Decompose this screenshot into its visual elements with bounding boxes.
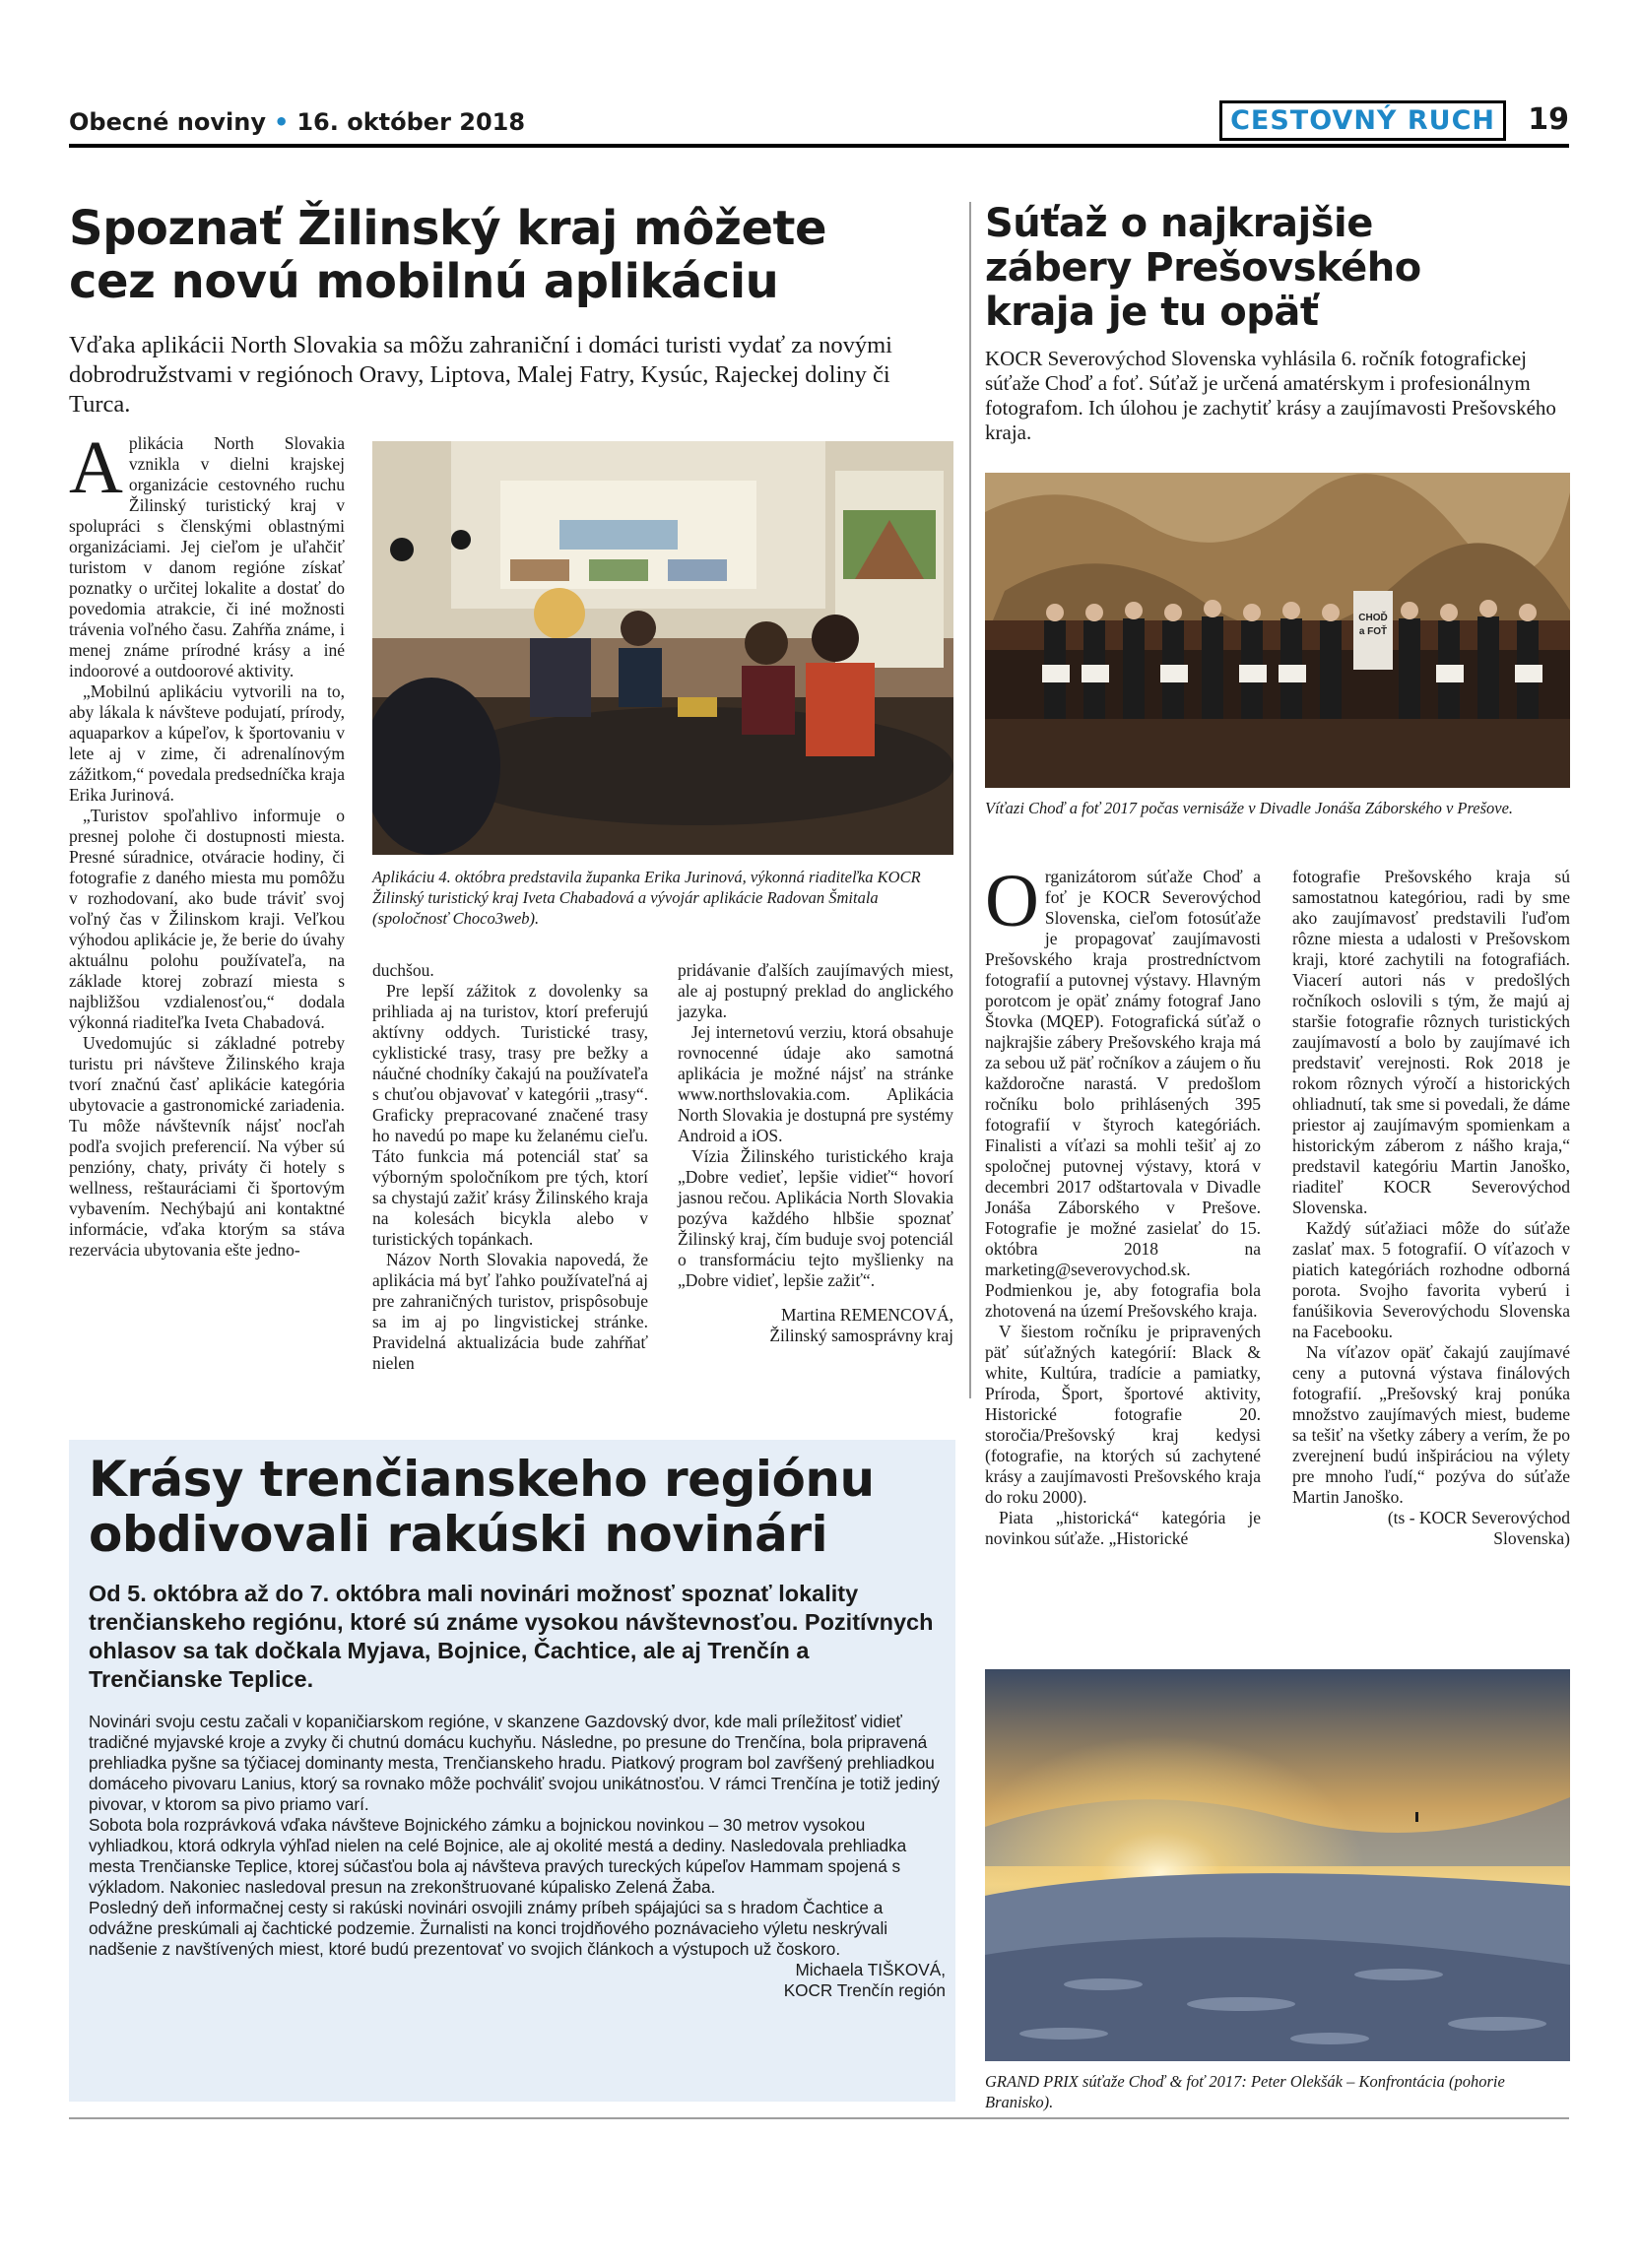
article1-col2 — [372, 960, 648, 1374]
author-org: Žilinský samosprávny kraj — [769, 1326, 953, 1345]
headline-line: obdivovali rakúski novinári — [89, 1506, 828, 1563]
photo-illustration — [985, 473, 1570, 788]
photo-illustration — [372, 441, 953, 855]
paragraph: Piata „historická“ kategória je novinkou súťaže. „Historické — [985, 1508, 1261, 1548]
article3-headline — [89, 1452, 946, 1562]
article2-col2 — [1292, 867, 1570, 1549]
article2-col1 — [985, 860, 1261, 1549]
paragraph: Pre lepší zážitok z dovolenky sa prihliada aj na turistov, ktorí preferujú aktívny oddych. Turistické trasy, cyklistické trasy, trasy pre bežky a náučné chodníky čakajú na používateľa s chuťou objavovať v kategórii „trasy“. Graficky prepracované značené trasy ho navedú po mape ku želanému cieľu. Táto funkcia má potenciál stať sa výborným spoločníkom pre tých, ktorí sa chystajú zažiť krásy Žilinského kraja na kolesách bicykla alebo v turistických topánkach. — [372, 981, 648, 1249]
bottom-rule — [69, 2117, 1569, 2119]
paragraph: „Turistov spoľahlivo informuje o presnej polohe či dostupnosti miesta. Presné súradnice, otváracie hodiny, či fotografie z daného miesta mu pomôžu v rozhodovaní, ako bude tráviť svoj voľný čas v Žilinskom kraji. Veľkou výhodou aplikácie je, že berie do úvahy aktuálnu polohu používateľa, na základe ktorej zobrazí miesta s najbližšou vzdialenosťou,“ dodala výkonná riaditeľka Iveta Chabadová. — [69, 806, 345, 1032]
paragraph: Vízia Žilinského turistického kraja „Dobre vedieť, lepšie vidieť“ hovorí jasnou rečou. Aplikácia North Slovakia pozýva každého hlbšie spoznať Žilinský kraj, čím buduje svoj potenciál o transformáciu tejto myšlienky na „Dobre vidieť, lepšie zažiť“. — [678, 1146, 953, 1290]
page-header — [69, 98, 1569, 148]
paragraph: Na víťazov opäť čakajú zaujímavé ceny a putovná výstava finálových fotografií. „Prešovský kraj ponúka množstvo zaujímavých miest, budeme sa tešiť na všetky zábery a verím, že po zverejnení budú inšpiráciou na výlety pre mnoho ľudí,“ pozýva do súťaže Martin Janoško. — [1292, 1342, 1570, 1507]
article3-lede: Od 5. októbra až do 7. októbra mali novinári možnosť spoznať lokality trenčianskeho regiónu, ktoré sú známe vysokou návštevnosťou. Pozitívnych ohlasov sa tak dočkala Myjava, Bojnice, Čachtice, ale aj Trenčín a Trenčianske Teplice. — [89, 1581, 934, 1692]
bullet-separator: • — [273, 108, 290, 136]
paragraph: Posledný deň informačnej cesty si rakúski novinári osvojili známy príbeh spájajúci sa s hradom Čachtice a odvážne preskúmali aj čachtické podzemie. Žurnalisti na konci trojdňového poznávacieho výletu neskrývali nadšenie z navštívených miest, ktoré budú prezentovať vo svojich článkoch a výstupoch už čoskoro. — [89, 1898, 888, 1959]
article3-body — [89, 1712, 946, 2001]
headline-line: cez novú mobilnú aplikáciu — [69, 254, 779, 309]
article1-col3 — [678, 960, 953, 1346]
paper-name: Obecné noviny — [69, 108, 266, 136]
article1-photo-caption: Aplikáciu 4. októbra predstavila županka Erika Jurinová, výkonná riaditeľka KOCR Žilinský turistický kraj Iveta Chabadová a vývojár aplikácie Radovan Šmitala (spoločnosť Choco3web). — [372, 868, 921, 928]
paragraph: rganizátorom súťaže Choď a foť je KOCR Severovýchod Slovenska, cieľom fotosúťaže je propagovať zaujímavosti Prešovského kraja prostredníctvom fotografií a putovnej výstavy. Hlavným porotcom je opäť známy fotograf Jano Štovka (MQEP). Fotografická súťaž o najkrajšie zábery Prešovského kraja má za sebou už päť ročníkov a záujem o ňu každoročne narastá. V predošlom ročníku bolo prihlásených 395 fotografií v štyroch kategóriách. Finalisti a víťazi sa mohli tešiť aj zo spoločnej putovnej výstavy, ktorá v decembri 2017 odštartovala v Divadle Jonáša Záborského v Prešove. Fotografie je možné zasielať do 15. októbra 2018 na marketing@severovychod.sk. Podmienkou je, aby fotografia bola zhotovená na území Prešovského kraja. — [985, 867, 1261, 1321]
paragraph: plikácia North Slovakia vznikla v dielni krajskej organizácie cestovného ruchu Žilinský turistický kraj v spolupráci s členskými oblastnými organizáciami. Jej cieľom je uľahčiť turistom v danom regióne získať poznatky o určitej lokalite a dostať do povedomia atrakcie, či iné možnosti trávenia voľného času. Zahŕňa známe, i menej známe prírodné krásy a iné indoorové a outdoorové aktivity. — [69, 433, 345, 680]
headline-line: zábery Prešovského — [985, 245, 1421, 291]
author-name: (ts - KOCR Severovýchod — [1387, 1508, 1570, 1527]
grand-prix-photo — [985, 1669, 1570, 2061]
author-org: KOCR Trenčín región — [783, 1980, 946, 2000]
section-label: CESTOVNÝ RUCH — [1219, 100, 1506, 141]
headline-line: Krásy trenčianskeho regiónu — [89, 1451, 875, 1508]
paragraph: fotografie Prešovského kraja sú samostatnou kategóriou, radi by sme ako zaujímavosť predstavili ľuďom rôzne miesta a udalosti v Prešovskom kraji, ktoré zachytili na fotografiách. Viacerí autori nás v predošlých ročníkoch oslovili s tým, že majú aj staršie fotografie rôznych turistických zaujímavostí a bolo by zaujímavé ich predstaviť verejnosti. Rok 2018 je rokom rôznych výročí a historických ohliadnutí, tak sme si povedali, že dáme priestor aj zaujímavým spomienkam a historickým záberom z nášho kraja,“ predstavil kategóriu Martin Janoško, riaditeľ KOCR Severovýchod Slovenska. — [1292, 867, 1570, 1217]
article1-headline — [69, 202, 955, 308]
page-number: 19 — [1528, 102, 1569, 137]
issue-date: 16. október 2018 — [296, 108, 526, 136]
photo-sign-text: CHOĎ — [1358, 613, 1388, 623]
photo-illustration — [985, 1669, 1570, 2061]
masthead — [69, 108, 525, 136]
paragraph: Sobota bola rozprávková vďaka návšteve Bojnického zámku a bojnickou novinkou – 30 metrov vysokou vyhliadkou, ktorá odkryla výhľad nielen na celé Bojnice, ale aj okolité mestá a dediny. Nasledovala prehliadka mesta Trenčianske Teplice, ktorej súčasťou bola aj návšteva pravých tureckých kúpeľov Hammam spojená s výkladom. Nakoniec nasledoval presun na zrekonštruované kúpalisko Zelená Žaba. — [89, 1815, 907, 1897]
dropcap: O — [985, 860, 1039, 942]
trencin-article-box — [69, 1440, 955, 2102]
headline-line: Spoznať Žilinský kraj môžete — [69, 201, 827, 256]
paragraph: duchšou. — [372, 960, 434, 980]
author-org: Slovenska) — [1493, 1528, 1570, 1548]
author-name: Martina REMENCOVÁ, — [781, 1305, 953, 1325]
winners-photo — [985, 473, 1570, 788]
paragraph: Každý súťažiaci môže do súťaže zaslať max. 5 fotografií. O víťazoch v piatich kategóriách rozhodne odborná porota. Svojho favorita vyberú i fanúšikovia Severovýchodu Slovenska na Facebooku. — [1292, 1218, 1570, 1341]
author-name: Michaela TIŠKOVÁ, — [795, 1960, 946, 1979]
article2-photo-caption: Víťazi Choď a foť 2017 počas vernisáže v Divadle Jonáša Záborského v Prešove. — [985, 799, 1514, 817]
headline-line: kraja je tu opäť — [985, 290, 1319, 335]
column-divider — [969, 202, 971, 1398]
article2-lede: KOCR Severovýchod Slovenska vyhlásila 6. ročník fotografickej súťaže Choď a foť. Súťaž je určená amatérskym i profesionálnym fotografom. Ich úlohou je zachytiť krásy a zaujímavosti Prešovského kraja. — [985, 347, 1556, 444]
article1-col1 — [69, 426, 345, 1261]
paragraph: Novinári svoju cestu začali v kopaničiarskom regióne, v skanzene Gazdovský dvor, kde mali príležitosť vidieť tradičné myjavské kroje a zvyky či chutnú domácu kuchyňu. Následne, po presune do Trenčína, bola pripravená prehliadka pyšne sa týčiacej dominanty mesta, Trenčianskeho hradu. Piatkový program bol zavŕšený prehliadkou domáceho pivovaru Lanius, ktorý sa rovnako môže pochváliť svojou unikátnosťou. V rámci Trenčína je totiž jediný pivovar, v ktorom sa pivo priamo varí. — [89, 1712, 941, 1814]
article1-lede: Vďaka aplikácii North Slovakia sa môžu zahraniční i domáci turisti vydať za novými dobrodružstvami v regiónoch Oravy, Liptova, Malej Fatry, Kysúc, Rajeckej doliny či Turca. — [69, 332, 892, 418]
headline-line: Súťaž o najkrajšie — [985, 201, 1373, 246]
photo-sign-text: a FOŤ — [1358, 626, 1388, 637]
paragraph: Jej internetovú verziu, ktorá obsahuje rovnocenné údaje ako samotná aplikácia je možné nájsť na stránke www.northslovakia.com. Aplikácia North Slovakia je dostupná pre systémy Android a iOS. — [678, 1022, 953, 1145]
paragraph: Uvedomujúc si základné potreby turistu pri návšteve Žilinského kraja tvorí značnú časť aplikácie kategória ubytovacie a gastronomické zariadenia. Tu môže návštevník nájsť nocľah podľa svojich preferencií. Na výber sú penzióny, chaty, priváty či hotely s wellness, reštauráciami či športovým vybavením. Nechýbajú ani kontaktné informácie, vďaka ktorým sa stáva rezervácia ubytovania ešte jedno- — [69, 1033, 345, 1260]
paragraph: pridávanie ďalších zaujímavých miest, ale aj postupný preklad do anglického jazyka. — [678, 960, 953, 1021]
article2-headline — [985, 202, 1576, 335]
article2-photo2-caption: GRAND PRIX súťaže Choď & foť 2017: Peter Olekšák – Konfrontácia (pohorie Branisko). — [985, 2072, 1505, 2111]
app-presentation-photo — [372, 441, 953, 855]
dropcap: A — [69, 426, 123, 509]
paragraph: V šiestom ročníku je pripravených päť súťažných kategórií: Black & white, Kultúra, tradície a pamiatky, Príroda, Šport, športové aktivity, Historické fotografie 20. storočia/Prešovský kraj kedysi (fotografie, na ktorých sú zachytené krásy a zaujímavosti Prešovského kraja do roku 2000). — [985, 1322, 1261, 1507]
paragraph: „Mobilnú aplikáciu vytvorili na to, aby lákala k návšteve podujatí, prírody, aquaparkov a kúpeľov, k športovaniu v lete aj v zime, či adrenalínovým zážitkom,“ povedala predsedníčka kraja Erika Jurinová. — [69, 681, 345, 805]
paragraph: Názov North Slovakia napovedá, že aplikácia má byť ľahko používateľná aj pre zahraničných turistov, prispôsobuje sa im aj po lingvistickej stránke. Pravidelná aktualizácia bude zahŕňať nielen — [372, 1250, 648, 1373]
